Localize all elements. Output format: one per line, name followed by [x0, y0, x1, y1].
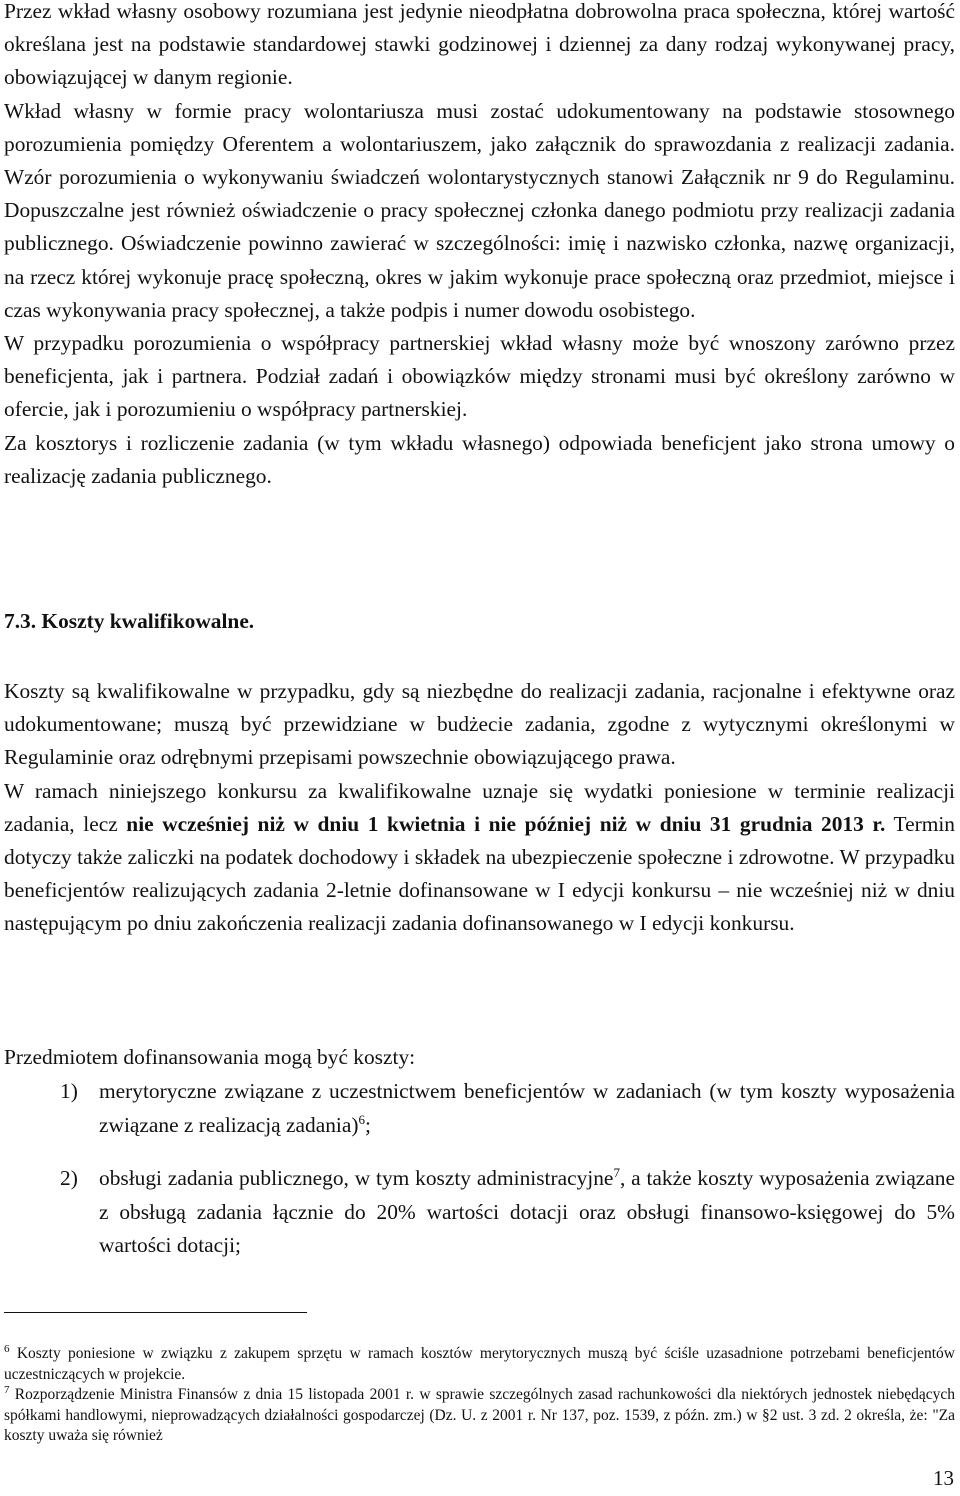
list-item-body-cont: , a także koszty wyposażenia związane z obsługą zadania łącznie do 20% wartości dotacji oraz obsługi finansowo-księgowej do 5% wartości dotacji;: [99, 1166, 955, 1257]
footnotes: [4, 1344, 955, 1447]
section-heading: 7.3. Koszty kwalifikowalne.: [4, 609, 255, 633]
footnote-6: [4, 1344, 955, 1385]
paragraph-voluntary-work: Przez wkład własny osobowy rozumiana jest jedynie nieodpłatna dobrowolna praca społeczna, której wartość określana jest na podstawie standardowej stawki godzinowej i dziennej za dany rodzaj wykonywanej pracy, obowiązującej w danym regionie.: [4, 0, 955, 90]
list-item: [4, 1162, 955, 1263]
footnote-ref: 7: [613, 1165, 620, 1180]
paragraph-volunteer-agreement: Wkład własny w formie pracy wolontariusza musi zostać udokumentowany na podstawie stosownego porozumienia pomiędzy Oferentem a wolontariuszem, jako załącznik do sprawozdania z realizacji zadania. Wzór porozumienia o wykonywaniu świadczeń wolontarystycznych stanowi Załącznik nr 9 do Regulaminu. Dopuszczalne jest również oświadczenie o pracy społecznej członka danego podmiotu przy realizacji zadania publicznego. Oświadczenie powinno zawierać w szczególności: imię i nazwisko członka, nazwę organizacji, na rzecz której wykonuje pracę społeczną, okres w jakim wykonuje prace społeczną oraz przedmiot, miejsce i czas wykonywania pracy społecznej, a także podpis i numer dowodu osobistego.: [4, 98, 955, 322]
subject-intro: Przedmiotem dofinansowania mogą być koszty:: [4, 1045, 416, 1069]
list-item: [4, 1075, 955, 1142]
list-item-text: [99, 1162, 955, 1263]
footnote-number: 7: [4, 1384, 10, 1396]
footnote-ref: 6: [358, 1111, 365, 1127]
footnote-text: Koszty poniesione w związku z zakupem sprzętu w ramach kosztów merytorycznych muszą być ściśle uzasadnione potrzebami beneficjentów uczestniczących w projekcie.: [4, 1345, 955, 1383]
list-item-tail: ;: [364, 1112, 371, 1137]
cost-period-dates: nie wcześniej niż w dniu 1 kwietnia i nie później niż w dniu 31 grudnia 2013 r.: [126, 811, 886, 836]
cost-period-text-start: W ramach niniejszego konkursu za kwalifikowalne uznaje się wydatki poniesione w terminie realizacji zadania, lecz: [4, 778, 955, 836]
paragraph-cost-period: [4, 775, 955, 941]
footnote-text: Rozporządzenie Ministra Finansów z dnia 15 listopada 2001 r. w sprawie szczególnych zasad rachunkowości dla niektórych jednostek niebędących spółkami handlowymi, nieprowadzących działalności gospodarczej (Dz. U. z 2001 r. Nr 137, poz. 1539, z późn. zm.) w §2 ust. 3 zd. 2 określa, że: "Za koszty uważa się również: [4, 1386, 955, 1444]
list-item-text: [99, 1075, 955, 1142]
paragraph-eligible-costs: Koszty są kwalifikowalne w przypadku, gdy są niezbędne do realizacji zadania, racjonalne i efektywne oraz udokumentowane; muszą być przewidziane w budżecie zadania, zgodne z wytycznymi określonymi w Regulaminie oraz odrębnymi przepisami powszechnie obowiązującego prawa.: [4, 679, 955, 770]
paragraph-partnership: W przypadku porozumienia o współpracy partnerskiej wkład własny może być wnoszony zarówno przez beneficjenta, jak i partnera. Podział zadań i obowiązków między stronami musi być określony zarówno w ofercie, jak i porozumieniu o współpracy partnerskiej.: [4, 331, 955, 422]
footnote-7: [4, 1385, 955, 1447]
page-number: 13: [933, 1466, 954, 1490]
footnote-number: 6: [4, 1343, 10, 1355]
paragraph-cost-estimate: Za kosztorys i rozliczenie zadania (w tym wkładu własnego) odpowiada beneficjent jako strona umowy o realizację zadania publicznego.: [4, 430, 955, 488]
cost-period-text-end: Termin dotyczy także zaliczki na podatek dochodowy i składek na ubezpieczenie społeczne i zdrowotne. W przypadku beneficjentów realizujących zadania 2-letnie dofinansowane w I edycji konkursu – nie wcześniej niż w dniu następującym po dniu zakończenia realizacji zadania dofinansowanego w I edycji konkursu.: [4, 811, 955, 936]
costs-section: [4, 675, 955, 941]
list-item-number: 1): [60, 1079, 78, 1103]
intro-section: [4, 0, 955, 493]
list-item-number: 2): [60, 1166, 78, 1190]
footnote-separator: [4, 1312, 307, 1313]
list-item-body: merytoryczne związane z uczestnictwem beneficjentów w zadaniach (w tym koszty wyposażenia związane z realizacją zadania): [99, 1079, 955, 1137]
list-item-body: obsługi zadania publicznego, w tym koszty administracyjne: [99, 1166, 614, 1190]
